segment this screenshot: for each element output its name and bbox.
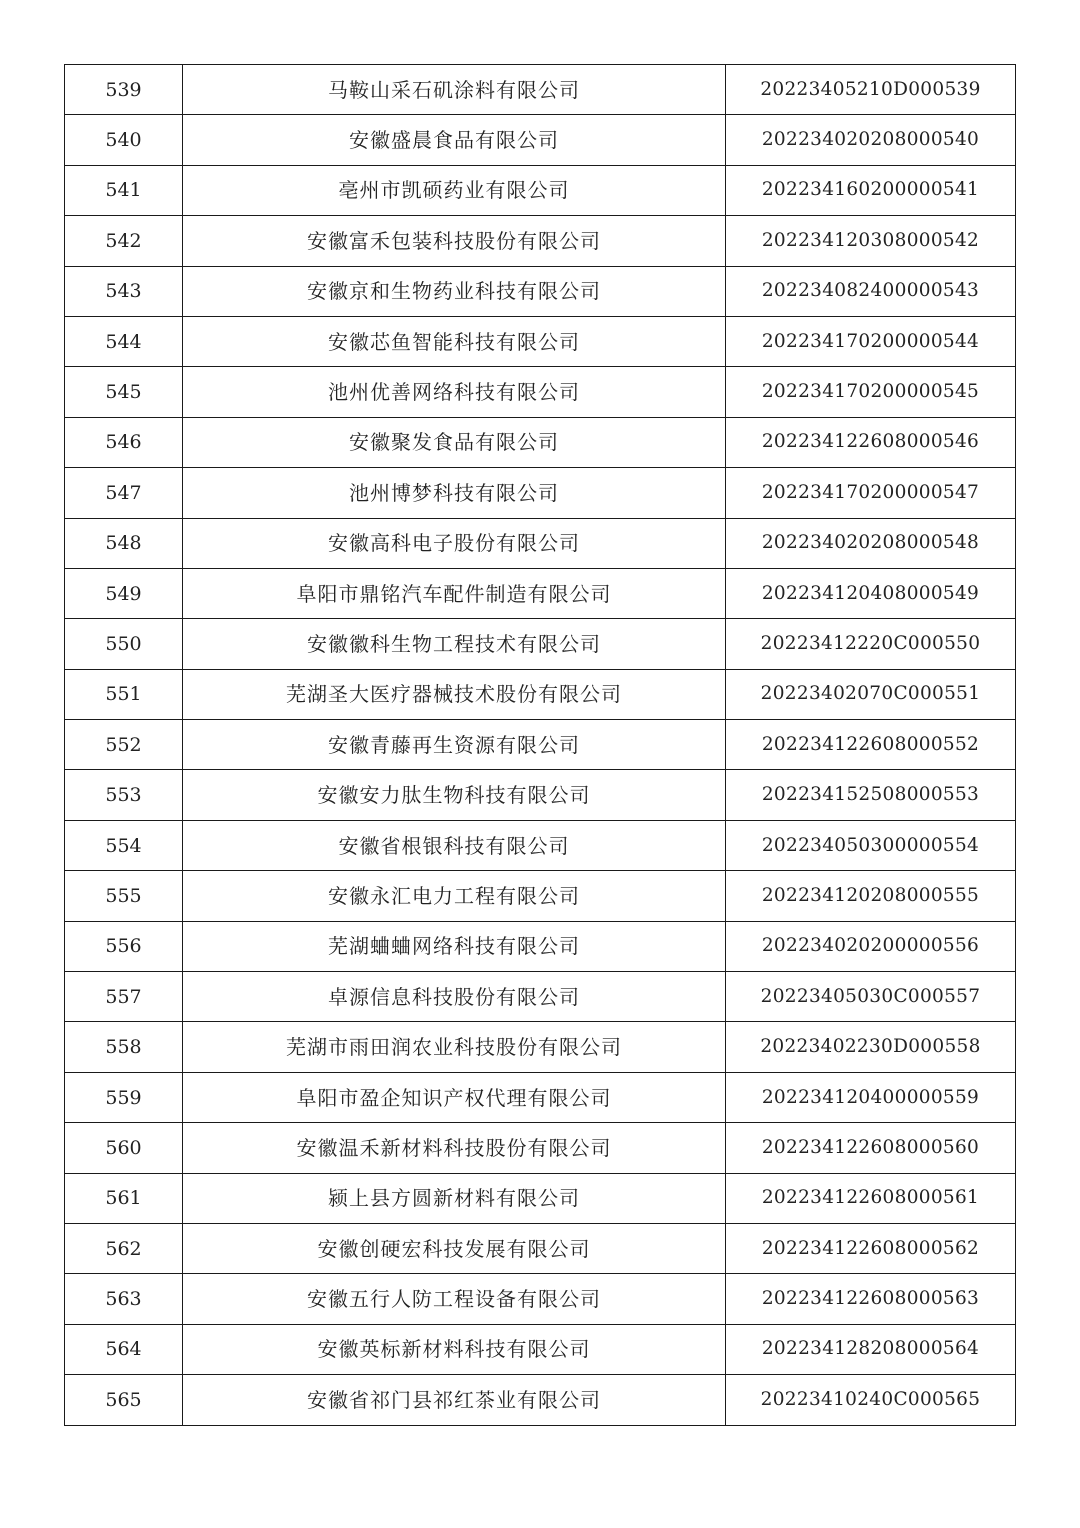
registration-code-cell: 20223402070C000551 — [726, 669, 1016, 719]
company-name-cell: 安徽永汇电力工程有限公司 — [183, 871, 726, 921]
row-number-cell: 563 — [65, 1274, 183, 1324]
table-row — [65, 216, 1016, 266]
company-name-cell: 安徽创硬宏科技发展有限公司 — [183, 1223, 726, 1273]
table-row — [65, 266, 1016, 316]
table-row — [65, 1123, 1016, 1173]
registration-code-cell: 20223410240C000565 — [726, 1375, 1016, 1425]
table-row — [65, 1274, 1016, 1324]
company-name-cell: 安徽省根银科技有限公司 — [183, 820, 726, 870]
table-row — [65, 871, 1016, 921]
company-name-cell: 芜湖圣大医疗器械技术股份有限公司 — [183, 669, 726, 719]
registration-code-cell: 202234120308000542 — [726, 216, 1016, 266]
row-number-cell: 558 — [65, 1022, 183, 1072]
row-number-cell: 551 — [65, 669, 183, 719]
table-row — [65, 568, 1016, 618]
row-number-cell: 543 — [65, 266, 183, 316]
row-number-cell: 553 — [65, 770, 183, 820]
row-number-cell: 540 — [65, 115, 183, 165]
registration-code-cell: 202234120208000555 — [726, 871, 1016, 921]
company-name-cell: 安徽青藤再生资源有限公司 — [183, 720, 726, 770]
registration-code-cell: 202234170200000544 — [726, 316, 1016, 366]
table-row — [65, 1072, 1016, 1122]
company-name-cell: 颍上县方圆新材料有限公司 — [183, 1173, 726, 1223]
table-row — [65, 1173, 1016, 1223]
registration-code-cell: 202234170200000547 — [726, 468, 1016, 518]
company-name-cell: 安徽芯鱼智能科技有限公司 — [183, 316, 726, 366]
company-name-cell: 亳州市凯硕药业有限公司 — [183, 165, 726, 215]
company-name-cell: 阜阳市鼎铭汽车配件制造有限公司 — [183, 568, 726, 618]
table-row — [65, 518, 1016, 568]
table-row — [65, 65, 1016, 115]
company-name-cell: 安徽京和生物药业科技有限公司 — [183, 266, 726, 316]
row-number-cell: 561 — [65, 1173, 183, 1223]
company-name-cell: 安徽英标新材料科技有限公司 — [183, 1324, 726, 1374]
table-body — [65, 65, 1016, 1426]
table-row — [65, 770, 1016, 820]
table-row — [65, 720, 1016, 770]
registration-code-cell: 202234152508000553 — [726, 770, 1016, 820]
table-row — [65, 367, 1016, 417]
company-name-cell: 池州优善网络科技有限公司 — [183, 367, 726, 417]
registration-code-cell: 202234122608000561 — [726, 1173, 1016, 1223]
row-number-cell: 546 — [65, 417, 183, 467]
registration-code-cell: 20223405210D000539 — [726, 65, 1016, 115]
row-number-cell: 539 — [65, 65, 183, 115]
table-row — [65, 115, 1016, 165]
row-number-cell: 559 — [65, 1072, 183, 1122]
company-name-cell: 安徽安力肽生物科技有限公司 — [183, 770, 726, 820]
company-list-table — [64, 64, 1016, 1426]
table-row — [65, 1223, 1016, 1273]
registration-code-cell: 202234020208000540 — [726, 115, 1016, 165]
table-row — [65, 1022, 1016, 1072]
company-name-cell: 安徽高科电子股份有限公司 — [183, 518, 726, 568]
row-number-cell: 550 — [65, 619, 183, 669]
row-number-cell: 565 — [65, 1375, 183, 1425]
company-name-cell: 安徽五行人防工程设备有限公司 — [183, 1274, 726, 1324]
registration-code-cell: 202234160200000541 — [726, 165, 1016, 215]
company-name-cell: 卓源信息科技股份有限公司 — [183, 972, 726, 1022]
row-number-cell: 542 — [65, 216, 183, 266]
row-number-cell: 549 — [65, 568, 183, 618]
table-row — [65, 669, 1016, 719]
row-number-cell: 554 — [65, 820, 183, 870]
table-row — [65, 921, 1016, 971]
table-row — [65, 619, 1016, 669]
row-number-cell: 560 — [65, 1123, 183, 1173]
row-number-cell: 545 — [65, 367, 183, 417]
registration-code-cell: 202234122608000562 — [726, 1223, 1016, 1273]
table-row — [65, 417, 1016, 467]
registration-code-cell: 202234170200000545 — [726, 367, 1016, 417]
registration-code-cell: 202234020200000556 — [726, 921, 1016, 971]
company-name-cell: 马鞍山采石矶涂料有限公司 — [183, 65, 726, 115]
registration-code-cell: 202234082400000543 — [726, 266, 1016, 316]
registration-code-cell: 202234050300000554 — [726, 820, 1016, 870]
registration-code-cell: 202234120408000549 — [726, 568, 1016, 618]
company-name-cell: 安徽聚发食品有限公司 — [183, 417, 726, 467]
registration-code-cell: 202234122608000563 — [726, 1274, 1016, 1324]
row-number-cell: 552 — [65, 720, 183, 770]
company-list-table-wrapper — [64, 64, 1015, 1426]
row-number-cell: 548 — [65, 518, 183, 568]
registration-code-cell: 202234122608000546 — [726, 417, 1016, 467]
company-name-cell: 池州博梦科技有限公司 — [183, 468, 726, 518]
registration-code-cell: 202234120400000559 — [726, 1072, 1016, 1122]
registration-code-cell: 202234122608000560 — [726, 1123, 1016, 1173]
table-row — [65, 1324, 1016, 1374]
row-number-cell: 557 — [65, 972, 183, 1022]
row-number-cell: 541 — [65, 165, 183, 215]
table-row — [65, 165, 1016, 215]
registration-code-cell: 20223402230D000558 — [726, 1022, 1016, 1072]
registration-code-cell: 20223405030C000557 — [726, 972, 1016, 1022]
table-row — [65, 316, 1016, 366]
row-number-cell: 556 — [65, 921, 183, 971]
table-row — [65, 820, 1016, 870]
company-name-cell: 安徽温禾新材料科技股份有限公司 — [183, 1123, 726, 1173]
company-name-cell: 安徽富禾包装科技股份有限公司 — [183, 216, 726, 266]
company-name-cell: 安徽省祁门县祁红茶业有限公司 — [183, 1375, 726, 1425]
company-name-cell: 芜湖市雨田润农业科技股份有限公司 — [183, 1022, 726, 1072]
registration-code-cell: 202234122608000552 — [726, 720, 1016, 770]
table-row — [65, 468, 1016, 518]
company-name-cell: 阜阳市盈企知识产权代理有限公司 — [183, 1072, 726, 1122]
row-number-cell: 564 — [65, 1324, 183, 1374]
company-name-cell: 安徽徽科生物工程技术有限公司 — [183, 619, 726, 669]
registration-code-cell: 202234020208000548 — [726, 518, 1016, 568]
row-number-cell: 544 — [65, 316, 183, 366]
row-number-cell: 562 — [65, 1223, 183, 1273]
row-number-cell: 555 — [65, 871, 183, 921]
company-name-cell: 芜湖蛐蛐网络科技有限公司 — [183, 921, 726, 971]
row-number-cell: 547 — [65, 468, 183, 518]
company-name-cell: 安徽盛晨食品有限公司 — [183, 115, 726, 165]
registration-code-cell: 202234128208000564 — [726, 1324, 1016, 1374]
table-row — [65, 1375, 1016, 1425]
table-row — [65, 972, 1016, 1022]
registration-code-cell: 20223412220C000550 — [726, 619, 1016, 669]
